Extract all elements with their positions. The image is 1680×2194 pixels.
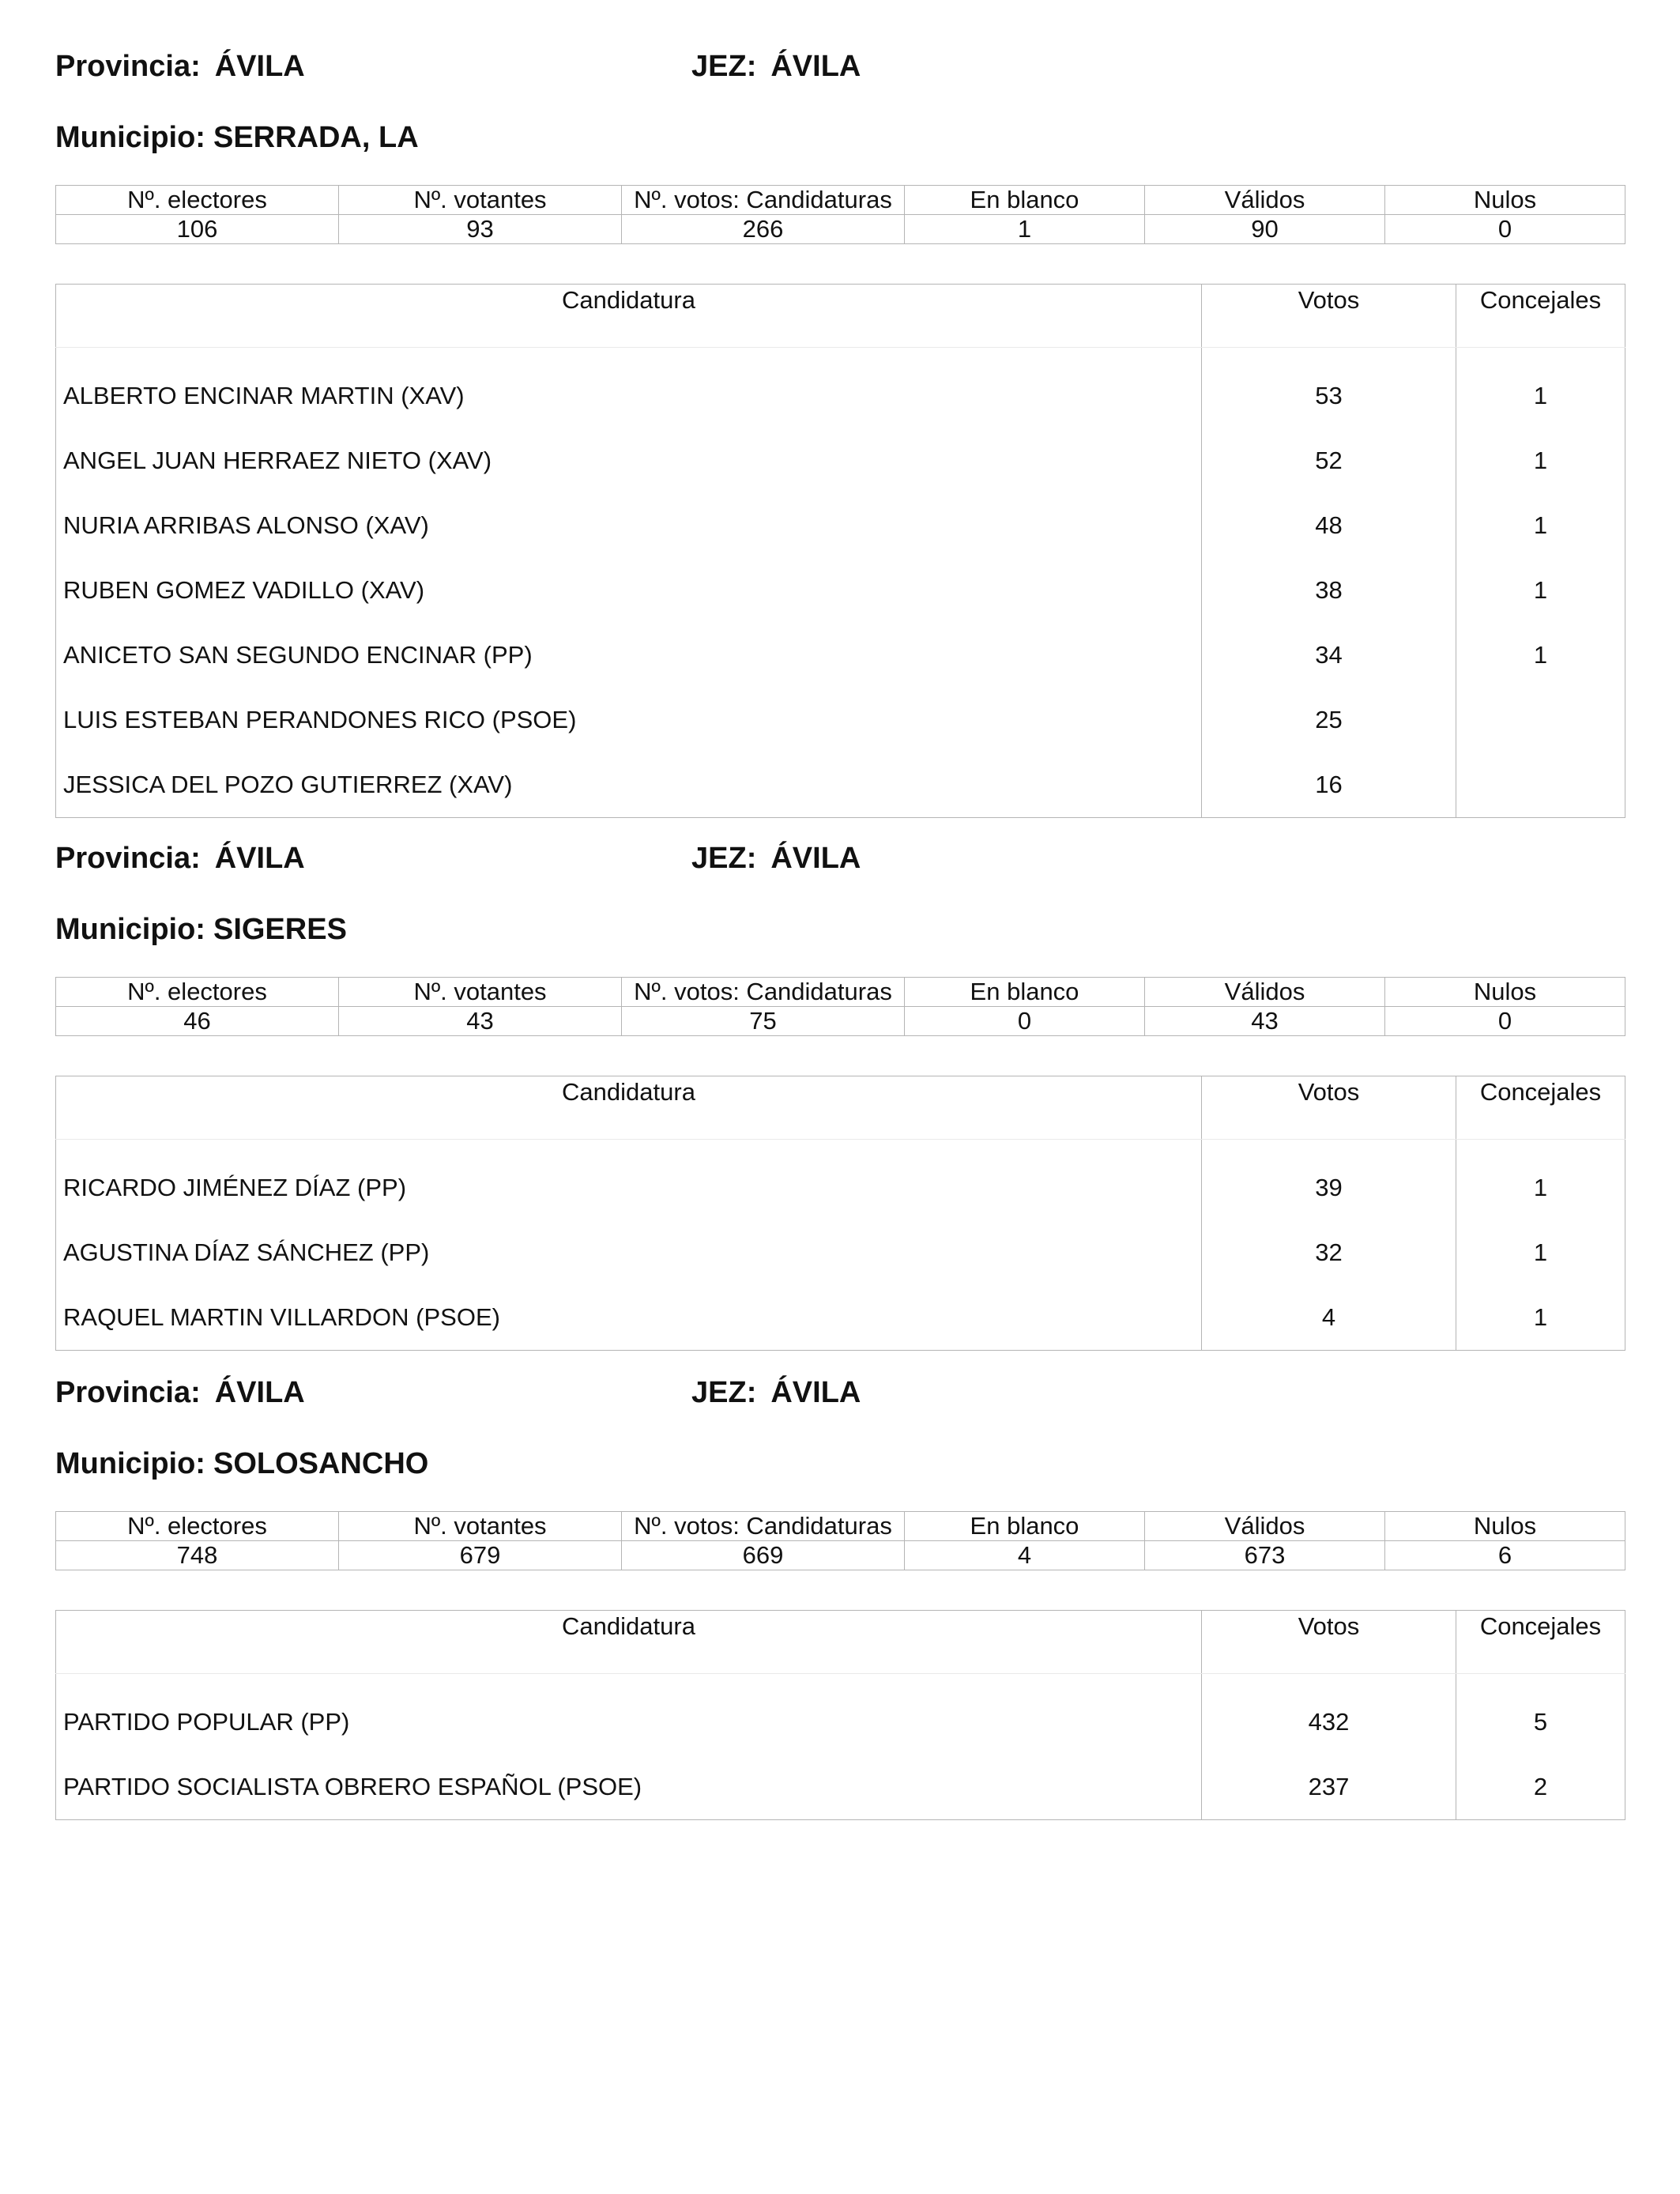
candidate-seats [1456, 688, 1625, 752]
candidate-row [56, 558, 1625, 623]
candidate-row [56, 1674, 1625, 1755]
municipio-label: Municipio: [55, 1447, 205, 1480]
summary-header-cell: Nulos [1385, 1512, 1625, 1541]
candidates-table [55, 284, 1625, 818]
summary-header-cell: Válidos [1145, 186, 1385, 215]
candidate-name: AGUSTINA DÍAZ SÁNCHEZ (PP) [56, 1220, 1202, 1285]
summary-value-cell: 0 [905, 1007, 1145, 1036]
municipio-value: SIGERES [213, 913, 347, 946]
candidate-name: PARTIDO SOCIALISTA OBRERO ESPAÑOL (PSOE) [56, 1755, 1202, 1820]
municipio-heading [55, 912, 347, 947]
summary-value-cell: 6 [1385, 1541, 1625, 1570]
summary-header-cell: Nº. votantes [339, 978, 622, 1007]
summary-header-cell: Nº. votantes [339, 1512, 622, 1541]
candidate-name: RAQUEL MARTIN VILLARDON (PSOE) [56, 1285, 1202, 1351]
candidate-row [56, 1755, 1625, 1820]
candidate-name: ANGEL JUAN HERRAEZ NIETO (XAV) [56, 428, 1202, 493]
summary-header-cell: Nº. votos: Candidaturas [622, 186, 905, 215]
summary-header-cell: En blanco [905, 186, 1145, 215]
candidate-seats [1456, 752, 1625, 818]
candidate-votes: 4 [1202, 1285, 1456, 1351]
summary-header-cell: Nº. electores [56, 186, 339, 215]
municipio-heading [55, 1446, 428, 1481]
summary-value-cell: 673 [1145, 1541, 1385, 1570]
candidatura-header: Candidatura [56, 1076, 1202, 1140]
candidate-row [56, 348, 1625, 429]
candidate-seats: 1 [1456, 558, 1625, 623]
candidate-name: ALBERTO ENCINAR MARTIN (XAV) [56, 348, 1202, 429]
summary-header-cell: Nº. electores [56, 1512, 339, 1541]
jez-label: JEZ: [691, 50, 757, 83]
candidate-row [56, 1140, 1625, 1221]
candidate-votes: 53 [1202, 348, 1456, 429]
summary-header-row [56, 1512, 1625, 1541]
municipio-value: SOLOSANCHO [213, 1447, 429, 1480]
candidates-header-row [56, 1611, 1625, 1674]
summary-value-cell: 90 [1145, 215, 1385, 244]
summary-value-cell: 43 [1145, 1007, 1385, 1036]
municipio-heading [55, 120, 419, 155]
candidate-name: LUIS ESTEBAN PERANDONES RICO (PSOE) [56, 688, 1202, 752]
candidate-name: ANICETO SAN SEGUNDO ENCINAR (PP) [56, 623, 1202, 688]
candidate-seats: 1 [1456, 493, 1625, 558]
candidate-row [56, 1285, 1625, 1351]
candidate-votes: 52 [1202, 428, 1456, 493]
candidate-name: RICARDO JIMÉNEZ DÍAZ (PP) [56, 1140, 1202, 1221]
candidate-seats: 1 [1456, 1140, 1625, 1221]
jez-heading [691, 1375, 861, 1410]
summary-table [55, 185, 1625, 244]
summary-value-cell: 748 [56, 1541, 339, 1570]
summary-value-cell: 43 [339, 1007, 622, 1036]
summary-value-cell: 4 [905, 1541, 1145, 1570]
concejales-header: Concejales [1456, 1076, 1625, 1140]
votos-header: Votos [1202, 1076, 1456, 1140]
concejales-header: Concejales [1456, 285, 1625, 348]
candidate-seats: 2 [1456, 1755, 1625, 1820]
candidate-seats: 1 [1456, 1285, 1625, 1351]
summary-header-cell: Válidos [1145, 1512, 1385, 1541]
candidate-votes: 25 [1202, 688, 1456, 752]
candidatura-header: Candidatura [56, 1611, 1202, 1674]
summary-table [55, 1511, 1625, 1570]
municipio-section [55, 49, 1625, 798]
summary-header-row [56, 186, 1625, 215]
candidate-name: RUBEN GOMEZ VADILLO (XAV) [56, 558, 1202, 623]
candidate-seats: 5 [1456, 1674, 1625, 1755]
candidate-seats: 1 [1456, 428, 1625, 493]
provincia-value: ÁVILA [214, 842, 305, 875]
votos-header: Votos [1202, 1611, 1456, 1674]
summary-header-cell: En blanco [905, 978, 1145, 1007]
summary-header-cell: Válidos [1145, 978, 1385, 1007]
jez-value: ÁVILA [770, 1376, 861, 1409]
jez-value: ÁVILA [770, 50, 861, 83]
concejales-header: Concejales [1456, 1611, 1625, 1674]
candidate-votes: 32 [1202, 1220, 1456, 1285]
summary-header-cell: Nº. votos: Candidaturas [622, 978, 905, 1007]
summary-value-cell: 0 [1385, 215, 1625, 244]
summary-value-row [56, 215, 1625, 244]
candidate-row [56, 623, 1625, 688]
jez-heading [691, 841, 861, 876]
candidates-table [55, 1610, 1625, 1820]
summary-header-cell: Nº. votos: Candidaturas [622, 1512, 905, 1541]
candidate-votes: 432 [1202, 1674, 1456, 1755]
summary-value-cell: 0 [1385, 1007, 1625, 1036]
summary-value-cell: 1 [905, 215, 1145, 244]
summary-value-cell: 679 [339, 1541, 622, 1570]
municipio-label: Municipio: [55, 913, 205, 946]
summary-value-cell: 93 [339, 215, 622, 244]
candidates-table [55, 1076, 1625, 1351]
votos-header: Votos [1202, 285, 1456, 348]
jez-heading [691, 49, 861, 84]
jez-label: JEZ: [691, 842, 757, 875]
provincia-heading [55, 1375, 305, 1410]
candidate-row [56, 493, 1625, 558]
candidates-header-row [56, 285, 1625, 348]
candidatura-header: Candidatura [56, 285, 1202, 348]
summary-table [55, 977, 1625, 1036]
provincia-heading [55, 49, 305, 84]
summary-value-cell: 46 [56, 1007, 339, 1036]
provincia-label: Provincia: [55, 50, 201, 83]
summary-value-row [56, 1007, 1625, 1036]
jez-label: JEZ: [691, 1376, 757, 1409]
provincia-label: Provincia: [55, 1376, 201, 1409]
candidate-votes: 48 [1202, 493, 1456, 558]
jez-value: ÁVILA [770, 842, 861, 875]
municipio-value: SERRADA, LA [213, 121, 419, 154]
summary-value-cell: 266 [622, 215, 905, 244]
candidate-name: PARTIDO POPULAR (PP) [56, 1674, 1202, 1755]
candidate-name: JESSICA DEL POZO GUTIERREZ (XAV) [56, 752, 1202, 818]
summary-header-cell: Nº. votantes [339, 186, 622, 215]
candidate-votes: 237 [1202, 1755, 1456, 1820]
summary-value-row [56, 1541, 1625, 1570]
summary-header-cell: En blanco [905, 1512, 1145, 1541]
candidate-votes: 39 [1202, 1140, 1456, 1221]
summary-value-cell: 75 [622, 1007, 905, 1036]
candidate-seats: 1 [1456, 1220, 1625, 1285]
summary-value-cell: 106 [56, 215, 339, 244]
municipio-section [55, 1375, 1625, 2087]
candidate-row [56, 1220, 1625, 1285]
summary-header-cell: Nulos [1385, 186, 1625, 215]
provincia-label: Provincia: [55, 842, 201, 875]
candidate-row [56, 752, 1625, 818]
summary-header-cell: Nº. electores [56, 978, 339, 1007]
candidates-header-row [56, 1076, 1625, 1140]
municipio-label: Municipio: [55, 121, 205, 154]
summary-header-row [56, 978, 1625, 1007]
provincia-value: ÁVILA [214, 50, 305, 83]
candidate-votes: 38 [1202, 558, 1456, 623]
provincia-value: ÁVILA [214, 1376, 305, 1409]
candidate-row [56, 428, 1625, 493]
candidate-votes: 16 [1202, 752, 1456, 818]
candidate-votes: 34 [1202, 623, 1456, 688]
candidate-row [56, 688, 1625, 752]
summary-value-cell: 669 [622, 1541, 905, 1570]
provincia-heading [55, 841, 305, 876]
candidate-seats: 1 [1456, 623, 1625, 688]
candidate-seats: 1 [1456, 348, 1625, 429]
summary-header-cell: Nulos [1385, 978, 1625, 1007]
candidate-name: NURIA ARRIBAS ALONSO (XAV) [56, 493, 1202, 558]
